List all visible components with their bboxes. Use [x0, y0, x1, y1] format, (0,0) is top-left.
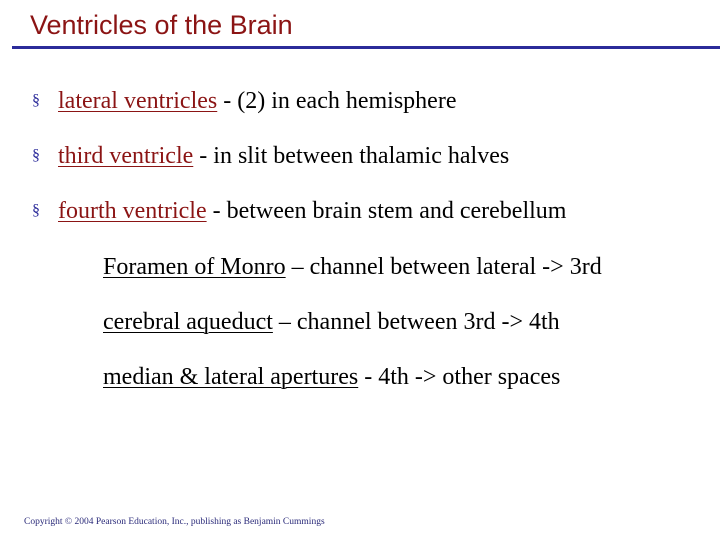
bullet-term: fourth ventricle [58, 198, 207, 224]
sub-item-description: - 4th -> other spaces [358, 364, 561, 390]
bullet-item-lateral-ventricles [32, 87, 456, 115]
bullet-term: lateral ventricles [58, 88, 218, 114]
bullet-description: - (2) in each hemisphere [217, 88, 457, 114]
sub-item-description: – channel between 3rd -> 4th [272, 309, 560, 335]
sub-item-description: – channel between lateral -> 3rd [285, 254, 602, 280]
copyright-notice: Copyright © 2004 Pearson Education, Inc., publishing as Benjamin Cummings [24, 517, 325, 527]
sub-item-term: cerebral aqueduct [103, 309, 273, 335]
bullet-term: third ventricle [58, 143, 194, 169]
bullet-description: - between brain stem and cerebellum [206, 198, 567, 224]
sub-item-term: Foramen of Monro [103, 254, 286, 280]
bullet-item-fourth-ventricle [32, 197, 566, 225]
slide-title: Ventricles of the Brain [30, 10, 293, 40]
bullet-item-third-ventricle [32, 142, 509, 170]
sub-item-term: median & lateral apertures [103, 364, 359, 390]
sub-item-foramen-of-monro [103, 253, 602, 281]
bullet-description: - in slit between thalamic halves [193, 143, 510, 169]
title-divider [12, 46, 720, 49]
bullet-marker: § [32, 202, 40, 219]
sub-item-cerebral-aqueduct [103, 308, 560, 336]
bullet-marker: § [32, 92, 40, 109]
bullet-marker: § [32, 147, 40, 164]
sub-item-apertures [103, 363, 560, 391]
